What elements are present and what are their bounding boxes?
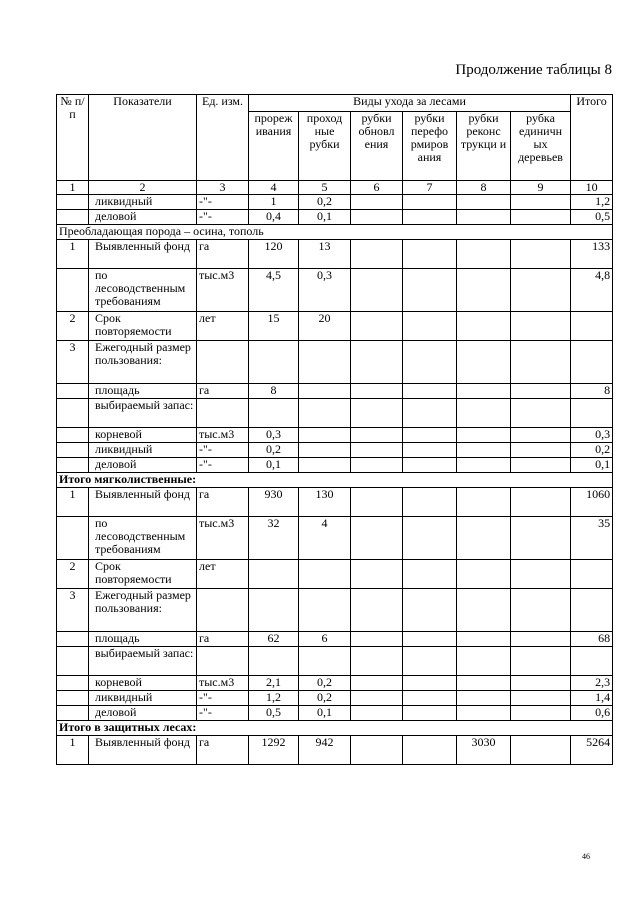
row-total xyxy=(571,312,613,341)
colnum: 3 xyxy=(197,181,249,195)
row-value xyxy=(351,736,403,765)
header-type-single-trees: рубка единичн ых деревьев xyxy=(511,112,571,181)
row-total xyxy=(571,341,613,384)
row-value xyxy=(511,647,571,676)
row-value xyxy=(457,312,511,341)
row-total xyxy=(571,589,613,632)
row-value xyxy=(511,195,571,210)
header-care-types: Виды ухода за лесами xyxy=(249,95,571,112)
row-unit: -"- xyxy=(197,195,249,210)
row-value xyxy=(351,210,403,225)
row-value xyxy=(511,736,571,765)
row-indicator: ликвидный xyxy=(89,691,197,706)
row-indicator: деловой xyxy=(89,706,197,721)
row-value xyxy=(403,240,457,269)
row-number: 3 xyxy=(57,341,89,384)
row-value xyxy=(511,312,571,341)
section-title: Итого мягколиственные: xyxy=(57,473,613,488)
table-row xyxy=(57,560,613,589)
row-value xyxy=(299,384,351,399)
row-value xyxy=(249,589,299,632)
row-value xyxy=(511,691,571,706)
row-indicator: ликвидный xyxy=(89,443,197,458)
row-number: 2 xyxy=(57,560,89,589)
row-total: 0,6 xyxy=(571,706,613,721)
row-value: 0,2 xyxy=(249,443,299,458)
header-type-renewal: рубки обновл ения xyxy=(351,112,403,181)
row-value xyxy=(511,517,571,560)
row-number xyxy=(57,399,89,428)
row-indicator: по лесоводственным требованиям xyxy=(89,269,197,312)
row-number xyxy=(57,676,89,691)
row-value xyxy=(403,443,457,458)
row-value xyxy=(457,691,511,706)
row-value xyxy=(403,488,457,517)
row-value xyxy=(457,632,511,647)
row-number xyxy=(57,269,89,312)
row-value xyxy=(511,399,571,428)
table-row xyxy=(57,647,613,676)
row-value xyxy=(511,428,571,443)
row-value: 15 xyxy=(249,312,299,341)
row-value xyxy=(457,210,511,225)
row-value xyxy=(351,458,403,473)
row-value: 2,1 xyxy=(249,676,299,691)
row-total: 0,5 xyxy=(571,210,613,225)
row-value: 942 xyxy=(299,736,351,765)
row-indicator: площадь xyxy=(89,632,197,647)
header-type-thinning: прореж ивания xyxy=(249,112,299,181)
row-value xyxy=(403,632,457,647)
row-indicator: по лесоводственным требованиям xyxy=(89,517,197,560)
row-value xyxy=(457,428,511,443)
table-row xyxy=(57,458,613,473)
row-indicator: Ежегодный размер пользования: xyxy=(89,589,197,632)
row-number xyxy=(57,428,89,443)
header-type-reconstruction: рубки реконс трукци и xyxy=(457,112,511,181)
section-row xyxy=(57,721,613,736)
row-number: 2 xyxy=(57,312,89,341)
row-value xyxy=(351,195,403,210)
table-row xyxy=(57,210,613,225)
row-value: 0,1 xyxy=(249,458,299,473)
row-value xyxy=(351,647,403,676)
row-value xyxy=(299,560,351,589)
row-value xyxy=(351,488,403,517)
row-value xyxy=(511,240,571,269)
row-indicator: Выявленный фонд xyxy=(89,240,197,269)
forest-care-table xyxy=(56,94,613,765)
row-total: 1,4 xyxy=(571,691,613,706)
row-unit: -"- xyxy=(197,458,249,473)
colnum: 7 xyxy=(403,181,457,195)
row-value xyxy=(511,488,571,517)
table-row xyxy=(57,589,613,632)
row-number xyxy=(57,443,89,458)
row-total: 0,2 xyxy=(571,443,613,458)
table-row xyxy=(57,676,613,691)
row-value xyxy=(351,269,403,312)
row-value xyxy=(351,312,403,341)
table-row xyxy=(57,195,613,210)
row-number: 1 xyxy=(57,736,89,765)
row-value xyxy=(511,676,571,691)
row-value xyxy=(403,691,457,706)
row-value xyxy=(403,458,457,473)
row-value: 930 xyxy=(249,488,299,517)
table-row xyxy=(57,706,613,721)
colnum: 1 xyxy=(57,181,89,195)
row-value xyxy=(511,706,571,721)
row-unit: тыс.м3 xyxy=(197,676,249,691)
row-value: 32 xyxy=(249,517,299,560)
row-indicator: Выявленный фонд xyxy=(89,488,197,517)
row-value xyxy=(351,706,403,721)
colnum: 10 xyxy=(571,181,613,195)
table-row xyxy=(57,341,613,384)
row-total: 0,3 xyxy=(571,428,613,443)
row-value xyxy=(351,589,403,632)
row-total xyxy=(571,560,613,589)
row-total: 8 xyxy=(571,384,613,399)
row-value xyxy=(511,589,571,632)
row-indicator: выбираемый запас: xyxy=(89,647,197,676)
row-value xyxy=(351,443,403,458)
row-value xyxy=(457,517,511,560)
row-value xyxy=(457,458,511,473)
row-value: 0,5 xyxy=(249,706,299,721)
row-number xyxy=(57,384,89,399)
row-value: 20 xyxy=(299,312,351,341)
row-value xyxy=(511,384,571,399)
row-value xyxy=(299,443,351,458)
row-value xyxy=(457,269,511,312)
colnum: 2 xyxy=(89,181,197,195)
row-value xyxy=(351,240,403,269)
row-value xyxy=(351,676,403,691)
row-value xyxy=(457,589,511,632)
row-value xyxy=(351,341,403,384)
row-number xyxy=(57,458,89,473)
row-value xyxy=(249,560,299,589)
row-value xyxy=(351,428,403,443)
header-unit: Ед. изм. xyxy=(197,95,249,181)
row-unit: га xyxy=(197,488,249,517)
row-unit: -"- xyxy=(197,443,249,458)
row-value xyxy=(511,269,571,312)
row-total xyxy=(571,399,613,428)
row-value xyxy=(351,691,403,706)
row-unit: лет xyxy=(197,312,249,341)
row-unit: тыс.м3 xyxy=(197,517,249,560)
row-unit: тыс.м3 xyxy=(197,269,249,312)
row-value xyxy=(511,443,571,458)
table-caption: Продолжение таблицы 8 xyxy=(455,62,612,78)
row-value xyxy=(249,647,299,676)
row-value xyxy=(457,384,511,399)
section-title: Итого в защитных лесах: xyxy=(57,721,613,736)
row-unit: га xyxy=(197,736,249,765)
row-indicator: деловой xyxy=(89,210,197,225)
row-value xyxy=(457,676,511,691)
row-unit: лет xyxy=(197,560,249,589)
row-value xyxy=(457,560,511,589)
colnum: 6 xyxy=(351,181,403,195)
row-value xyxy=(351,384,403,399)
row-value xyxy=(403,399,457,428)
row-unit: -"- xyxy=(197,706,249,721)
row-value xyxy=(403,269,457,312)
header-total: Итого xyxy=(571,95,613,181)
row-value: 0,1 xyxy=(299,210,351,225)
table-row xyxy=(57,269,613,312)
row-unit: -"- xyxy=(197,210,249,225)
section-row xyxy=(57,473,613,488)
row-value xyxy=(299,428,351,443)
row-value xyxy=(457,399,511,428)
row-value xyxy=(403,676,457,691)
row-value xyxy=(403,647,457,676)
row-value: 130 xyxy=(299,488,351,517)
row-unit xyxy=(197,399,249,428)
row-value: 1,2 xyxy=(249,691,299,706)
column-numbers-row xyxy=(57,181,613,195)
row-value: 0,3 xyxy=(299,269,351,312)
row-unit: га xyxy=(197,384,249,399)
row-total: 68 xyxy=(571,632,613,647)
row-number: 1 xyxy=(57,488,89,517)
row-unit xyxy=(197,341,249,384)
row-value: 0,2 xyxy=(299,691,351,706)
row-value xyxy=(457,443,511,458)
row-unit: -"- xyxy=(197,691,249,706)
row-value xyxy=(299,647,351,676)
section-title: Преобладающая порода – осина, тополь xyxy=(57,225,613,240)
row-indicator: корневой xyxy=(89,676,197,691)
row-total: 5264 xyxy=(571,736,613,765)
row-value xyxy=(403,195,457,210)
row-number xyxy=(57,647,89,676)
row-value xyxy=(403,341,457,384)
section-row xyxy=(57,225,613,240)
row-number xyxy=(57,195,89,210)
row-value xyxy=(511,210,571,225)
row-value xyxy=(511,560,571,589)
row-value: 4,5 xyxy=(249,269,299,312)
row-indicator: выбираемый запас: xyxy=(89,399,197,428)
table-row xyxy=(57,488,613,517)
header-type-passage: проход ные рубки xyxy=(299,112,351,181)
row-total: 4,8 xyxy=(571,269,613,312)
row-value xyxy=(403,589,457,632)
row-value: 0,3 xyxy=(249,428,299,443)
table-row xyxy=(57,240,613,269)
row-value xyxy=(299,589,351,632)
row-indicator: площадь xyxy=(89,384,197,399)
row-total: 133 xyxy=(571,240,613,269)
row-value xyxy=(403,560,457,589)
row-unit xyxy=(197,647,249,676)
row-value xyxy=(403,312,457,341)
row-value xyxy=(403,517,457,560)
row-number xyxy=(57,691,89,706)
header-indicators: Показатели xyxy=(89,95,197,181)
row-value: 1292 xyxy=(249,736,299,765)
row-value: 62 xyxy=(249,632,299,647)
row-value xyxy=(351,560,403,589)
row-value xyxy=(351,399,403,428)
row-value xyxy=(403,384,457,399)
table-row xyxy=(57,632,613,647)
row-indicator: Ежегодный размер пользования: xyxy=(89,341,197,384)
table-row xyxy=(57,691,613,706)
row-unit: тыс.м3 xyxy=(197,428,249,443)
table-row xyxy=(57,384,613,399)
row-value xyxy=(511,632,571,647)
row-value: 0,2 xyxy=(299,676,351,691)
row-value xyxy=(351,517,403,560)
row-indicator: Выявленный фонд xyxy=(89,736,197,765)
row-value: 6 xyxy=(299,632,351,647)
header-type-reformation: рубки перефо рмиров ания xyxy=(403,112,457,181)
row-value xyxy=(403,210,457,225)
table-row xyxy=(57,517,613,560)
row-number xyxy=(57,632,89,647)
row-indicator: ликвидный xyxy=(89,195,197,210)
row-value: 0,4 xyxy=(249,210,299,225)
page-number: 46 xyxy=(582,852,590,861)
row-value: 0,2 xyxy=(299,195,351,210)
row-value xyxy=(511,458,571,473)
table-row xyxy=(57,736,613,765)
colnum: 8 xyxy=(457,181,511,195)
row-number xyxy=(57,210,89,225)
row-value xyxy=(299,399,351,428)
row-value xyxy=(299,341,351,384)
row-value: 1 xyxy=(249,195,299,210)
table-row xyxy=(57,443,613,458)
row-number xyxy=(57,517,89,560)
row-number xyxy=(57,706,89,721)
row-total: 0,1 xyxy=(571,458,613,473)
row-value xyxy=(351,632,403,647)
row-indicator: Срок повторяемости xyxy=(89,560,197,589)
row-value xyxy=(403,706,457,721)
row-value xyxy=(299,458,351,473)
row-value xyxy=(457,341,511,384)
row-value xyxy=(403,428,457,443)
row-indicator: Срок повторяемости xyxy=(89,312,197,341)
row-value xyxy=(457,706,511,721)
row-unit: га xyxy=(197,240,249,269)
row-indicator: корневой xyxy=(89,428,197,443)
row-value xyxy=(457,647,511,676)
row-value xyxy=(457,240,511,269)
colnum: 9 xyxy=(511,181,571,195)
colnum: 5 xyxy=(299,181,351,195)
colnum: 4 xyxy=(249,181,299,195)
row-value: 120 xyxy=(249,240,299,269)
row-value: 3030 xyxy=(457,736,511,765)
row-number: 3 xyxy=(57,589,89,632)
table-row xyxy=(57,428,613,443)
row-value xyxy=(403,736,457,765)
row-total: 2,3 xyxy=(571,676,613,691)
row-value: 13 xyxy=(299,240,351,269)
row-total: 1060 xyxy=(571,488,613,517)
row-value xyxy=(249,399,299,428)
row-unit: га xyxy=(197,632,249,647)
row-number: 1 xyxy=(57,240,89,269)
row-value xyxy=(457,488,511,517)
table-row xyxy=(57,312,613,341)
row-unit xyxy=(197,589,249,632)
row-indicator: деловой xyxy=(89,458,197,473)
row-value: 8 xyxy=(249,384,299,399)
header-num: № п/п xyxy=(57,95,89,181)
row-total: 1,2 xyxy=(571,195,613,210)
row-value: 0,1 xyxy=(299,706,351,721)
row-total: 35 xyxy=(571,517,613,560)
row-total xyxy=(571,647,613,676)
row-value xyxy=(511,341,571,384)
row-value xyxy=(457,195,511,210)
row-value: 4 xyxy=(299,517,351,560)
table-row xyxy=(57,399,613,428)
row-value xyxy=(249,341,299,384)
